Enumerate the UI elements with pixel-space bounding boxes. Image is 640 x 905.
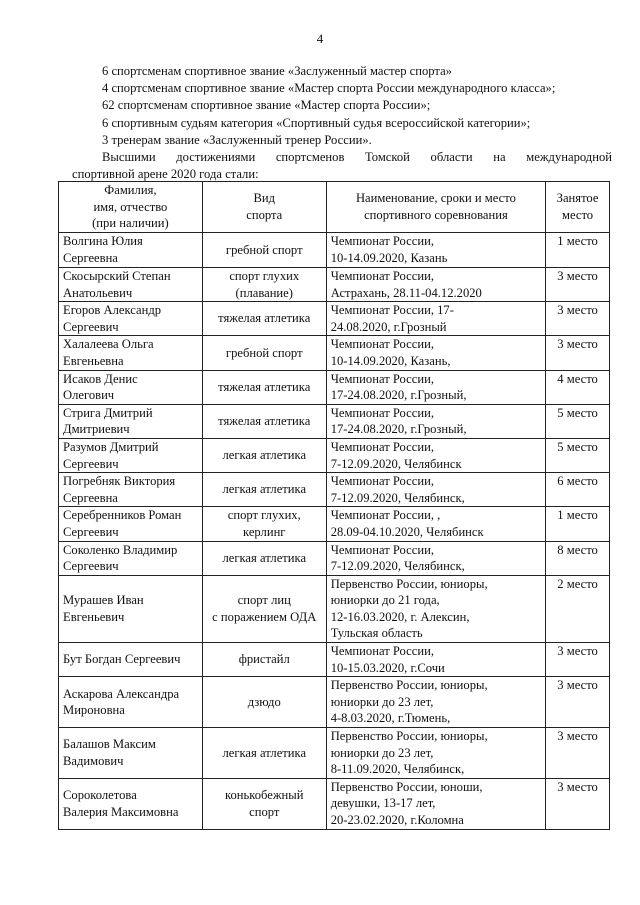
athlete-name-line: Стрига Дмитрий — [63, 405, 153, 420]
table-row — [59, 336, 610, 370]
athlete-name-line: Соколенко Владимир — [63, 542, 178, 557]
competition-info — [326, 473, 545, 507]
sport-type — [202, 336, 326, 370]
table-body — [59, 233, 610, 830]
competition-info — [326, 268, 545, 302]
table-row — [59, 728, 610, 779]
place-result: 1 место — [546, 507, 610, 541]
sport-type-line: тяжелая атлетика — [218, 414, 311, 429]
competition-info-line: 7-12.09.2020, Челябинск, — [330, 559, 465, 574]
competition-info — [326, 302, 545, 336]
athlete-name — [59, 404, 203, 438]
sport-type-line: спорт глухих, — [227, 508, 301, 523]
competition-info-line: 7-12.09.2020, Челябинск, — [330, 490, 465, 505]
header-line: Вид — [253, 191, 276, 206]
intro-line: 3 тренерам звание «Заслуженный тренер России». — [102, 132, 372, 147]
table-row — [59, 507, 610, 541]
sport-type-line: тяжелая атлетика — [218, 379, 311, 394]
sport-type — [202, 778, 326, 829]
sport-type-line: легкая атлетика — [222, 482, 307, 497]
table-row — [59, 438, 610, 472]
competition-info-line: 10-15.03.2020, г.Сочи — [330, 660, 445, 675]
competition-info-line: Чемпионат России, — [330, 542, 434, 557]
competition-info-line: Чемпионат России, — [330, 405, 434, 420]
place-result: 3 место — [546, 728, 610, 779]
place-result: 3 место — [546, 643, 610, 677]
sport-type-line: (плавание) — [235, 285, 293, 300]
sport-type — [202, 575, 326, 642]
competition-info-line: юниорки до 23 лет, — [330, 745, 434, 760]
place-result: 5 место — [546, 438, 610, 472]
place-result: 6 место — [546, 473, 610, 507]
competition-info — [326, 643, 545, 677]
sport-type — [202, 728, 326, 779]
competition-info — [326, 778, 545, 829]
header-line: имя, отчество — [93, 199, 168, 214]
place-result: 5 место — [546, 404, 610, 438]
athlete-name-line: Евгеньевич — [63, 609, 125, 624]
competition-info — [326, 575, 545, 642]
place-result: 3 место — [546, 268, 610, 302]
athlete-name-line: Сергеевич — [63, 319, 119, 334]
athlete-name — [59, 438, 203, 472]
competition-info-line: 10-14.09.2020, Казань, — [330, 353, 451, 368]
athlete-name-line: Балашов Максим — [63, 737, 156, 752]
competition-info-line: Чемпионат России, — [330, 269, 434, 283]
athlete-name-line: Сергеевич — [63, 456, 119, 471]
header-place — [546, 182, 610, 233]
header-line: (при наличии) — [92, 216, 169, 231]
competition-info-line: 10-14.09.2020, Казань — [330, 250, 448, 265]
competition-info — [326, 728, 545, 779]
athlete-name-line: Мурашев Иван — [63, 593, 144, 608]
place-result: 3 место — [546, 302, 610, 336]
athlete-name-line: Сергеевич — [63, 559, 119, 574]
sport-type-line: легкая атлетика — [222, 745, 307, 760]
table-row — [59, 473, 610, 507]
place-result: 3 место — [546, 778, 610, 829]
table-row — [59, 575, 610, 642]
sport-type — [202, 643, 326, 677]
sport-type-line: тяжелая атлетика — [218, 311, 311, 326]
sport-type — [202, 507, 326, 541]
competition-info — [326, 336, 545, 370]
athlete-name — [59, 575, 203, 642]
table-row — [59, 268, 610, 302]
competition-info-line: Чемпионат России, , — [330, 508, 441, 523]
athlete-name-line: Серебренников Роман — [63, 508, 182, 523]
athlete-name-line: Сергеевна — [63, 251, 118, 265]
sport-type-line: конькобежный — [224, 788, 304, 803]
table-row — [59, 643, 610, 677]
sport-type-line: легкая атлетика — [222, 448, 307, 463]
competition-info-line: Первенство России, юниоры, — [330, 678, 488, 693]
competition-info — [326, 438, 545, 472]
athlete-name-line: Дмитриевич — [63, 422, 130, 437]
results-table — [58, 181, 610, 830]
athlete-name-line: Скосырский Степан — [63, 269, 171, 283]
summary-line: спортивной арене 2020 года стали: — [72, 167, 259, 182]
place-result: 3 место — [546, 677, 610, 728]
athlete-name — [59, 728, 203, 779]
header-event — [326, 182, 545, 233]
table-header-row — [59, 182, 610, 233]
sport-type-line: гребной спорт — [225, 345, 303, 360]
header-line: Фамилия, — [104, 183, 157, 198]
place-result: 4 место — [546, 370, 610, 404]
competition-info-line: 28.09-04.10.2020, Челябинск — [330, 524, 484, 539]
sport-type — [202, 473, 326, 507]
athlete-name-line: Олегович — [63, 388, 115, 403]
athlete-name-line: Мироновна — [63, 703, 125, 718]
competition-info-line: Первенство России, юниоры, — [330, 576, 488, 591]
competition-info-line: Первенство России, юниоры, — [330, 729, 488, 744]
athlete-name-line: Сергеевич — [63, 524, 119, 539]
competition-info — [326, 404, 545, 438]
table-row — [59, 541, 610, 575]
sport-type — [202, 302, 326, 336]
athlete-name — [59, 233, 203, 268]
athlete-name — [59, 507, 203, 541]
competition-info-line: Чемпионат России, — [330, 439, 434, 454]
header-line: спорта — [246, 208, 283, 222]
athlete-name-line: Сороколетова — [63, 788, 137, 803]
athlete-name-line: Бут Богдан Сергеевич — [63, 652, 181, 667]
header-name — [59, 182, 203, 233]
athlete-name — [59, 370, 203, 404]
athlete-name — [59, 677, 203, 728]
table-row — [59, 233, 610, 268]
header-line: место — [562, 208, 594, 222]
sport-type — [202, 233, 326, 268]
place-result: 2 место — [546, 575, 610, 642]
page-number: 4 — [316, 31, 324, 46]
competition-info-line: 12-16.03.2020, г. Алексин, — [330, 609, 470, 624]
table-row — [59, 370, 610, 404]
athlete-name — [59, 268, 203, 302]
competition-info-line: Первенство России, юноши, — [330, 779, 483, 794]
athlete-name-line: Аскарова Александра — [63, 686, 180, 701]
sport-type-line: легкая атлетика — [222, 550, 307, 565]
competition-info — [326, 541, 545, 575]
intro-text — [72, 63, 612, 183]
athlete-name-line: Егоров Александр — [63, 303, 162, 318]
athlete-name-line: Анатольевич — [63, 285, 133, 300]
competition-info-line: юниорки до 21 года, — [330, 593, 440, 608]
sport-type-line: дзюдо — [247, 694, 281, 709]
competition-info-line: Чемпионат России, — [330, 234, 434, 248]
competition-info-line: девушки, 13-17 лет, — [330, 796, 436, 811]
sport-type — [202, 438, 326, 472]
competition-info-line: 7-12.09.2020, Челябинск — [330, 456, 462, 471]
competition-info-line: Чемпионат России, — [330, 371, 434, 386]
sport-type — [202, 541, 326, 575]
sport-type-line: спорт — [249, 804, 280, 819]
place-result: 3 место — [546, 336, 610, 370]
intro-line: 6 спортивным судьям категория «Спортивный судья всероссийской категории»; — [102, 115, 531, 130]
intro-line: 4 спортсменам спортивное звание «Мастер спорта России международного класса»; — [102, 81, 556, 96]
competition-info-line: Астрахань, 28.11-04.12.2020 — [330, 285, 482, 300]
athlete-name — [59, 302, 203, 336]
athlete-name-line: Разумов Дмитрий — [63, 439, 159, 454]
competition-info-line: 8-11.09.2020, Челябинск, — [330, 762, 465, 777]
athlete-name-line: Валерия Максимовна — [63, 804, 179, 819]
summary-line: Высшими достижениями спортсменов Томской области на международной — [102, 150, 612, 165]
competition-info-line: 4-8.03.2020, г.Тюмень, — [330, 711, 451, 726]
sport-type-line: с поражением ОДА — [212, 609, 317, 624]
competition-info-line: Чемпионат России, — [330, 337, 434, 352]
competition-info-line: Чемпионат России, 17- — [330, 303, 454, 318]
sport-type-line: фристайл — [238, 652, 290, 667]
table-row — [59, 778, 610, 829]
competition-info — [326, 677, 545, 728]
intro-line: 6 спортсменам спортивное звание «Заслуженный мастер спорта» — [102, 64, 452, 78]
competition-info-line: Чемпионат России, — [330, 474, 434, 489]
place-result: 8 место — [546, 541, 610, 575]
competition-info — [326, 233, 545, 268]
sport-type-line: керлинг — [243, 524, 286, 539]
athlete-name-line: Сергеевна — [63, 490, 118, 505]
competition-info-line: 17-24.08.2020, г.Грозный, — [330, 388, 467, 403]
sport-type — [202, 404, 326, 438]
athlete-name — [59, 541, 203, 575]
sport-type-line: спорт глухих — [229, 269, 300, 283]
athlete-name-line: Погребняк Виктория — [63, 474, 176, 489]
athlete-name — [59, 643, 203, 677]
competition-info-line: 24.08.2020, г.Грозный — [330, 319, 447, 334]
competition-info-line: 20-23.02.2020, г.Коломна — [330, 813, 464, 827]
athlete-name — [59, 336, 203, 370]
competition-info-line: юниорки до 23 лет, — [330, 694, 434, 709]
header-sport — [202, 182, 326, 233]
sport-type — [202, 268, 326, 302]
athlete-name-line: Исаков Денис — [63, 371, 138, 386]
athlete-name-line: Евгеньевна — [63, 353, 124, 368]
table-row — [59, 302, 610, 336]
competition-info-line: Чемпионат России, — [330, 644, 434, 659]
sport-type — [202, 370, 326, 404]
sport-type — [202, 677, 326, 728]
athlete-name — [59, 473, 203, 507]
place-result: 1 место — [546, 233, 610, 268]
table-row — [59, 404, 610, 438]
sport-type-line: гребной спорт — [225, 242, 303, 257]
athlete-name — [59, 778, 203, 829]
competition-info — [326, 370, 545, 404]
competition-info-line: 17-24.08.2020, г.Грозный, — [330, 422, 467, 437]
sport-type-line: спорт лиц — [237, 593, 291, 608]
table-row — [59, 677, 610, 728]
competition-info — [326, 507, 545, 541]
header-line: Наименование, сроки и место — [355, 191, 516, 206]
athlete-name-line: Вадимович — [63, 753, 124, 768]
athlete-name-line: Халалеева Ольга — [63, 337, 154, 352]
header-line: спортивного соревнования — [364, 208, 508, 222]
header-line: Занятое — [556, 191, 599, 206]
intro-line: 62 спортсменам спортивное звание «Мастер спорта России»; — [102, 98, 431, 113]
athlete-name-line: Волгина Юлия — [63, 234, 143, 249]
competition-info-line: Тульская область — [330, 626, 423, 641]
